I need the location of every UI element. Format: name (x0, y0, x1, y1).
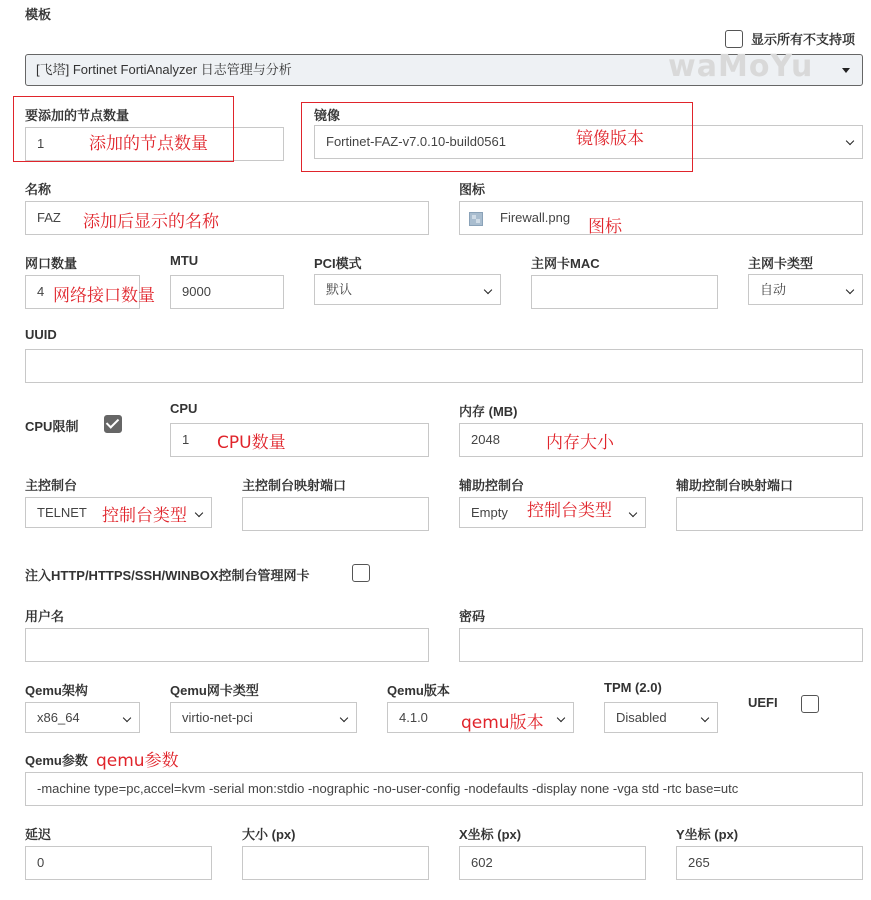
console-label: 主控制台 (25, 478, 78, 493)
template-value: [飞塔] Fortinet FortiAnalyzer 日志管理与分析 (36, 62, 292, 77)
image-select[interactable]: Fortinet-FAZ-v7.0.10-build0561 (314, 125, 863, 159)
qemu-arch-label: Qemu架构 (25, 683, 88, 698)
main-nic-type-label: 主网卡类型 (748, 256, 814, 271)
tpm-select[interactable]: Disabled (604, 702, 718, 733)
template-label: 模板 (25, 7, 52, 22)
x-coord-input[interactable]: 602 (459, 846, 646, 880)
console-port-input[interactable] (242, 497, 429, 531)
uuid-input[interactable] (25, 349, 863, 383)
qemu-version-annotation: qemu版本 (461, 713, 544, 733)
main-nic-mac-input[interactable] (531, 275, 718, 309)
y-coord-input[interactable]: 265 (676, 846, 863, 880)
delay-label: 延迟 (25, 827, 52, 842)
inject-checkbox[interactable] (352, 564, 370, 582)
icon-value: Firewall.png (500, 210, 571, 225)
qemu-version-label: Qemu版本 (387, 683, 450, 698)
pci-mode-select[interactable]: 默认 (314, 274, 501, 305)
username-input[interactable] (25, 628, 429, 662)
watermark: waMoYu (668, 49, 814, 84)
node-count-input[interactable]: 1 (25, 127, 284, 161)
name-input[interactable]: FAZ (25, 201, 429, 235)
cpu-input[interactable]: 1 (170, 423, 429, 457)
image-label: 镜像 (314, 108, 341, 123)
aux-console-label: 辅助控制台 (459, 478, 525, 493)
node-count-annotation: 添加的节点数量 (89, 134, 208, 154)
name-annotation: 添加后显示的名称 (83, 212, 219, 232)
password-input[interactable] (459, 628, 863, 662)
aux-console-select[interactable]: Empty (459, 497, 646, 528)
console-annotation: 控制台类型 (102, 506, 187, 526)
memory-annotation: 内存大小 (546, 433, 614, 453)
size-label: 大小 (px) (242, 827, 296, 842)
qemu-params-annotation: qemu参数 (96, 751, 179, 771)
qemu-nic-select[interactable]: virtio-net-pci (170, 702, 357, 733)
image-highlight (301, 102, 693, 172)
aux-console-port-label: 辅助控制台映射端口 (676, 478, 794, 493)
tpm-label: TPM (2.0) (604, 680, 662, 695)
console-port-label: 主控制台映射端口 (242, 478, 347, 493)
node-count-highlight (13, 96, 234, 162)
console-select[interactable]: TELNET (25, 497, 212, 528)
show-unsupported-label: 显示所有不支持项 (751, 32, 856, 47)
uuid-label: UUID (25, 327, 57, 342)
name-label: 名称 (25, 182, 52, 197)
cpu-limit-checkbox[interactable] (104, 415, 122, 433)
memory-label: 内存 (MB) (459, 404, 518, 419)
pci-mode-label: PCI模式 (314, 256, 362, 271)
icon-select[interactable] (459, 201, 863, 235)
y-coord-label: Y坐标 (px) (676, 827, 739, 842)
node-count-label: 要添加的节点数量 (25, 108, 130, 123)
username-label: 用户名 (25, 609, 65, 624)
mtu-input[interactable]: 9000 (170, 275, 284, 309)
qemu-arch-select[interactable]: x86_64 (25, 702, 140, 733)
uefi-label: UEFI (748, 695, 778, 710)
aux-console-annotation: 控制台类型 (527, 501, 612, 521)
mtu-label: MTU (170, 253, 199, 268)
image-annotation: 镜像版本 (576, 129, 644, 149)
size-input[interactable] (242, 846, 429, 880)
icon-annotation: 图标 (588, 217, 622, 237)
aux-console-port-input[interactable] (676, 497, 863, 531)
main-nic-type-select[interactable]: 自动 (748, 274, 863, 305)
nic-count-label: 网口数量 (25, 256, 78, 271)
qemu-version-select[interactable]: 4.1.0 (387, 702, 574, 733)
nic-count-input[interactable]: 4 (25, 275, 140, 309)
image-file-icon (469, 212, 483, 226)
inject-label: 注入HTTP/HTTPS/SSH/WINBOX控制台管理网卡 (25, 568, 310, 583)
icon-label: 图标 (459, 182, 486, 197)
qemu-params-label: Qemu参数 (25, 753, 88, 768)
cpu-label: CPU (170, 401, 198, 416)
memory-input[interactable]: 2048 (459, 423, 863, 457)
main-nic-mac-label: 主网卡MAC (531, 256, 600, 271)
qemu-params-input[interactable]: -machine type=pc,accel=kvm -serial mon:stdio -nographic -no-user-config -nodefaults -display none -vga std -rtc base=utc (25, 772, 863, 806)
delay-input[interactable]: 0 (25, 846, 212, 880)
password-label: 密码 (459, 609, 486, 624)
cpu-annotation: CPU数量 (217, 433, 286, 453)
cpu-limit-label: CPU限制 (25, 419, 79, 434)
show-unsupported-checkbox[interactable] (725, 30, 743, 48)
qemu-nic-label: Qemu网卡类型 (170, 683, 259, 698)
uefi-checkbox[interactable] (801, 695, 819, 713)
x-coord-label: X坐标 (px) (459, 827, 522, 842)
nic-count-annotation: 网络接口数量 (53, 286, 155, 306)
